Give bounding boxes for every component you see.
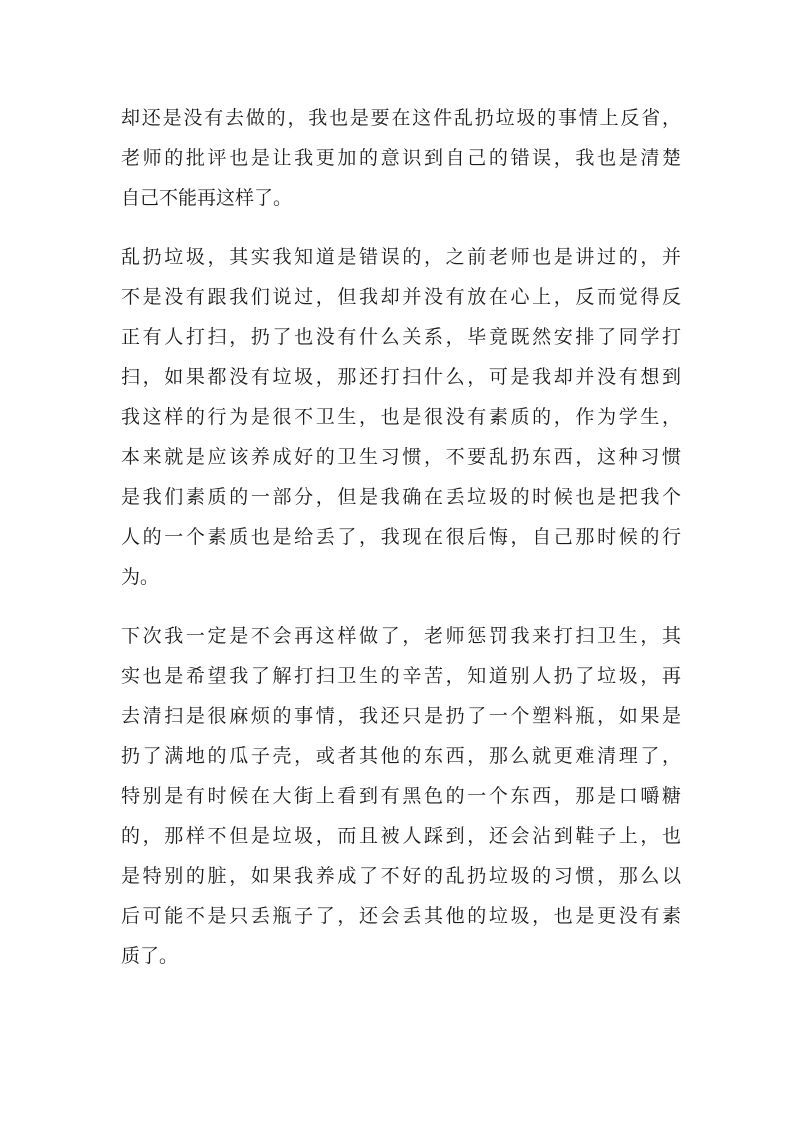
paragraph-line: 乱扔垃圾，其实我知道是错误的，之前老师也是讲过的，并 (121, 246, 681, 268)
paragraph-line: 下次我一定是不会再这样做了，老师惩罚我来打扫卫生，其 (121, 625, 681, 647)
paragraph-line: 是我们素质的一部分，但是我确在丢垃圾的时候也是把我个 (121, 486, 681, 508)
paragraph-line: 自己不能再这样了。 (121, 187, 293, 209)
paragraph-line: 人的一个素质也是给丢了，我现在很后悔，自己那时候的行 (121, 526, 681, 548)
paragraph-line: 实也是希望我了解打扫卫生的辛苦，知道别人扔了垃圾，再 (121, 665, 681, 687)
paragraph-line: 的，那样不但是垃圾，而且被人踩到，还会沾到鞋子上，也 (121, 825, 681, 847)
paragraph-line: 却还是没有去做的，我也是要在这件乱扔垃圾的事情上反省， (121, 107, 681, 129)
paragraph-line: 我这样的行为是很不卫生，也是很没有素质的，作为学生， (121, 406, 681, 428)
paragraph-line: 不是没有跟我们说过，但我却并没有放在心上，反而觉得反 (121, 286, 681, 308)
paragraph-line: 去清扫是很麻烦的事情，我还只是扔了一个塑料瓶，如果是 (121, 705, 681, 727)
paragraph-line: 特别是有时候在大街上看到有黑色的一个东西，那是口嚼糖 (121, 785, 681, 807)
paragraph-line: 质了。 (121, 945, 179, 967)
paragraph-line: 为。 (121, 566, 160, 588)
paragraph-line: 扔了满地的瓜子壳，或者其他的东西，那么就更难清理了， (121, 745, 681, 767)
paragraph-line: 扫，如果都没有垃圾，那还打扫什么，可是我却并没有想到 (121, 366, 681, 388)
paragraph-line: 老师的批评也是让我更加的意识到自己的错误，我也是清楚 (121, 147, 681, 169)
paragraph-line: 正有人打扫，扔了也没有什么关系，毕竟既然安排了同学打 (121, 326, 681, 348)
paragraph-line: 是特别的脏，如果我养成了不好的乱扔垃圾的习惯，那么以 (121, 865, 681, 887)
paragraph-line: 后可能不是只丢瓶子了，还会丢其他的垃圾，也是更没有素 (121, 905, 681, 927)
paragraph-line: 本来就是应该养成好的卫生习惯，不要乱扔东西，这种习惯 (121, 446, 681, 468)
